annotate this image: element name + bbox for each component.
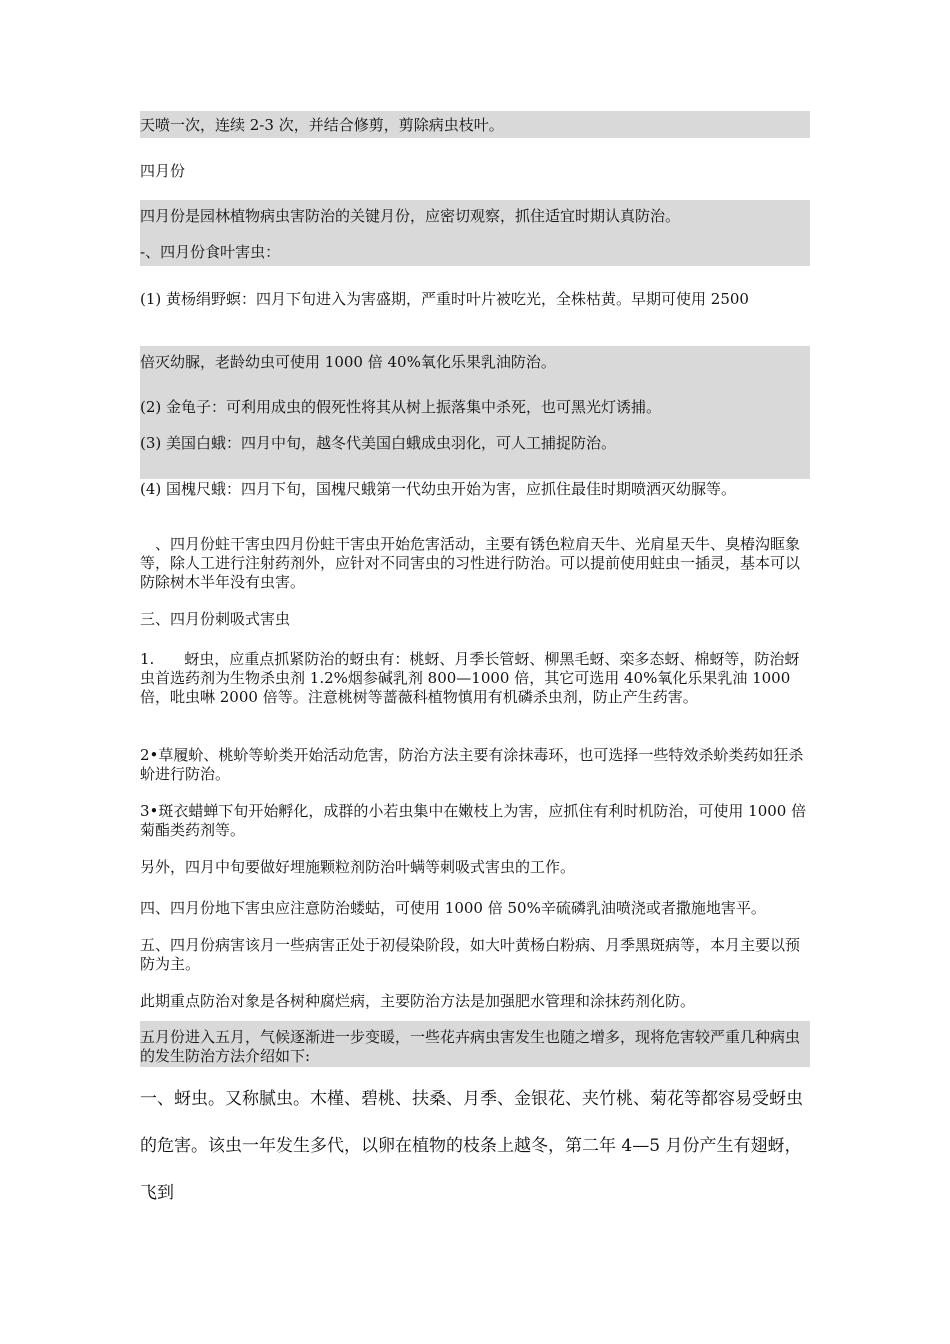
paragraph: 此期重点防治对象是各树种腐烂病，主要防治方法是加强肥水管理和涂抹药剂化防。 bbox=[140, 992, 696, 1010]
paragraph: 2•草履蚧、桃蚧等蚧类开始活动危害，防治方法主要有涂抹毒环，也可选择一些特效杀蚧类药如狂杀蚧进行防治。 bbox=[140, 746, 804, 783]
paragraph: (4) 国槐尺蛾：四月下旬，国槐尺蛾第一代幼虫开始为害，应抓住最佳时期喷洒灭幼脲等。 bbox=[140, 480, 737, 498]
paragraph: 3•斑衣蜡蝉下旬开始孵化，成群的小若虫集中在嫩枝上为害，应抓住有利时机防治，可使用 1000 倍菊酯类药剂等。 bbox=[140, 802, 807, 839]
paragraph: 天喷一次，连续 2-3 次，并结合修剪，剪除病虫枝叶。 bbox=[140, 116, 504, 134]
paragraph: -、四月份食叶害虫： bbox=[140, 243, 281, 261]
paragraph: 另外，四月中旬要做好埋施颗粒剂防治叶螨等刺吸式害虫的工作。 bbox=[140, 858, 576, 876]
paragraph: (1) 黄杨绢野螟：四月下旬进入为害盛期，严重时叶片被吃光，全株枯黄。早期可使用 2500 bbox=[140, 290, 749, 308]
paragraph: 一、蚜虫。又称腻虫。木槿、碧桃、扶桑、月季、金银花、夹竹桃、菊花等都容易受蚜虫 bbox=[140, 1089, 803, 1109]
paragraph: 五、四月份病害该月一些病害正处于初侵染阶段，如大叶黄杨白粉病、月季黑斑病等，本月主要以预防为主。 bbox=[140, 936, 801, 973]
paragraph: 四、四月份地下害虫应注意防治蝼蛄，可使用 1000 倍 50%辛硫磷乳油喷浇或者撒施地害平。 bbox=[140, 899, 766, 917]
paragraph: 、四月份蛀干害虫四月份蛀干害虫开始危害活动，主要有锈色粒肩天牛、光肩星天牛、臭椿沟眶象等，除人工进行注射药剂外，应针对不同害虫的习性进行防治。可以提前使用蛀虫一插灵，基本可以防除树木半年没有虫害。 bbox=[140, 535, 801, 591]
section-heading: 三、四月份刺吸式害虫 bbox=[140, 610, 291, 628]
paragraph: 五月份进入五月，气候逐渐进一步变暖，一些花卉病虫害发生也随之增多，现将危害较严重几种病虫的发生防治方法介绍如下: bbox=[140, 1028, 801, 1065]
paragraph: 四月份是园林植物病虫害防治的关键月份，应密切观察，抓住适宜时期认真防治。 bbox=[140, 207, 681, 225]
paragraph: 倍灭幼脲，老龄幼虫可使用 1000 倍 40%氧化乐果乳油防治。 bbox=[140, 353, 556, 371]
section-heading: 四月份 bbox=[140, 162, 186, 180]
paragraph: 飞到 bbox=[140, 1183, 174, 1203]
paragraph: (2) 金龟子：可利用成虫的假死性将其从树上振落集中杀死，也可黑光灯诱捕。 bbox=[140, 398, 662, 416]
paragraph: (3) 美国白蛾：四月中旬，越冬代美国白蛾成虫羽化，可人工捕捉防治。 bbox=[140, 434, 617, 452]
paragraph: 的危害。该虫一年发生多代，以卵在植物的枝条上越冬，第二年 4—5 月份产生有翅蚜， bbox=[140, 1136, 802, 1156]
paragraph: 1. 蚜虫，应重点抓紧防治的蚜虫有：桃蚜、月季长管蚜、柳黑毛蚜、栾多态蚜、棉蚜等，防治蚜虫首选药剂为生物杀虫剂 1.2%烟参碱乳剂 800—1000 倍，其它可选用 40%氧化乐果乳油 1000 倍，吡虫啉 2000 倍等。注意桃树等蔷薇科植物慎用有机磷杀虫剂，防止产生药害。 bbox=[140, 650, 800, 706]
